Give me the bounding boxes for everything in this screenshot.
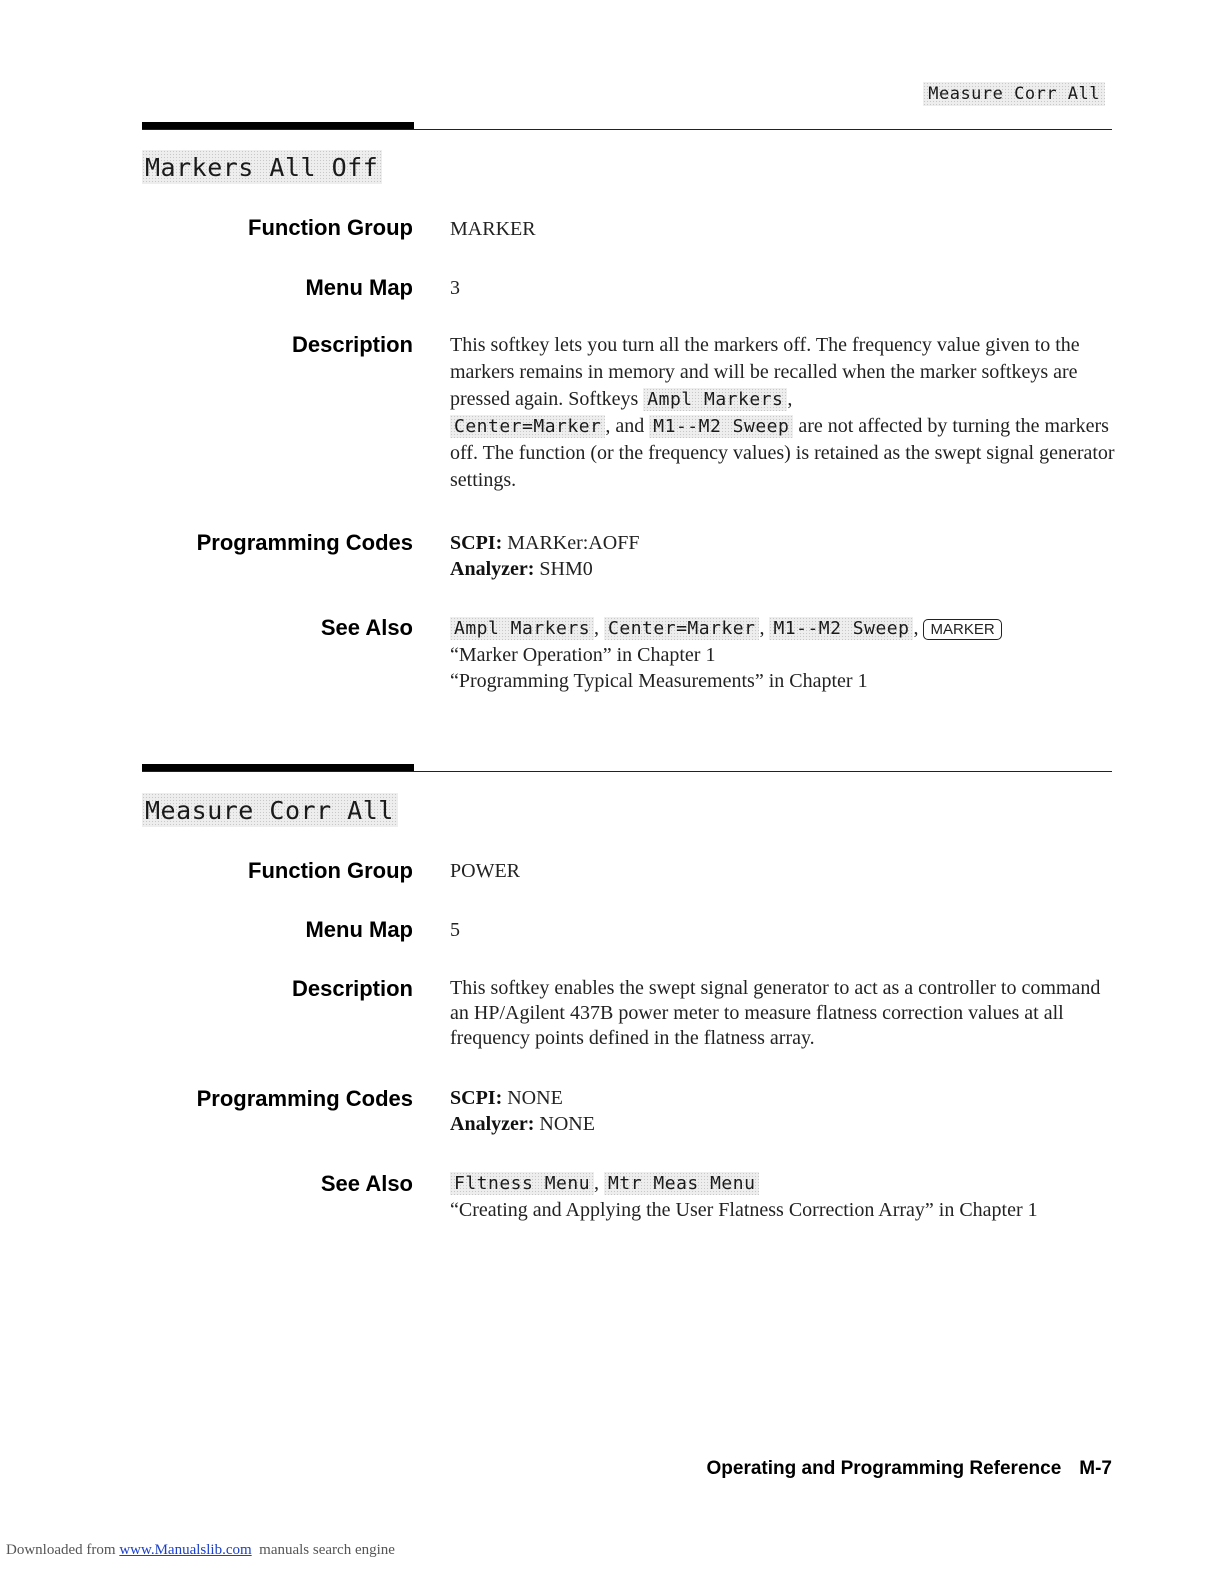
scpi-code: NONE — [507, 1087, 563, 1109]
section-divider — [142, 129, 1112, 130]
see-also-label: See Also — [320, 615, 413, 640]
section-divider — [142, 771, 1112, 772]
see-also-key-center-marker: Center=Marker — [604, 617, 759, 640]
footer-title: Operating and Programming Reference — [706, 1458, 1062, 1479]
section-title-measure-corr-all: Measure Corr All — [142, 793, 398, 827]
see-also-ref: “Marker Operation” in Chapter 1 — [450, 644, 716, 666]
description-text: This softkey enables the swept signal generator to act as a controller to command an HP/Agilent 437B power meter to measure flatness correction values at all frequency points defined in the flatness array. — [450, 977, 1101, 1049]
function-group-label: Function Group — [248, 858, 413, 883]
function-group-value: MARKER — [450, 218, 536, 240]
analyzer-code: NONE — [539, 1113, 595, 1135]
section-title-markers-all-off: Markers All Off — [142, 150, 382, 184]
description-text: This softkey lets you turn all the markers off. The frequency value given to the markers remains in memory and will be recalled when the marker softkeys are pressed again. Softkeys Ampl Markers , Center=Marker , and M1--M2 Sweep are not affected by turning the markers off. The function (or the frequency values) is retained as the swept signal generator settings. — [450, 334, 1115, 491]
download-note: Downloaded from www.Manualslib.com manuals search engine — [6, 1542, 395, 1558]
programming-codes-value: SCPI: NONE Analyzer: NONE — [450, 1087, 595, 1135]
menu-map-value: 3 — [450, 277, 460, 299]
programming-codes-label: Programming Codes — [196, 530, 413, 555]
see-also-key-mtr-meas-menu: Mtr Meas Menu — [604, 1172, 759, 1195]
softkey-ref-m1-m2-sweep: M1--M2 Sweep — [649, 415, 793, 438]
scpi-code: MARKer:AOFF — [507, 532, 640, 554]
see-also-key-ampl-markers: Ampl Markers — [450, 617, 594, 640]
page-footer — [707, 1458, 1112, 1480]
description-label: Description — [291, 332, 413, 357]
programming-codes-value: SCPI: MARKer:AOFF Analyzer: SHM0 — [450, 532, 640, 580]
see-also-ref: “Programming Typical Measurements” in Chapter 1 — [450, 670, 868, 692]
see-also-list: Fltness Menu , Mtr Meas Menu “Creating and Applying the User Flatness Correction Array” in Chapter 1 — [450, 1170, 1115, 1223]
function-group-value: POWER — [450, 860, 520, 882]
see-also-key-fltness-menu: Fltness Menu — [450, 1172, 594, 1195]
manualslib-link[interactable]: www.Manualslib.com — [119, 1542, 252, 1558]
page-number: M-7 — [1079, 1458, 1112, 1479]
running-header-key: Measure Corr All — [923, 82, 1105, 106]
softkey-ref-ampl-markers: Ampl Markers — [643, 388, 787, 411]
menu-map-value: 5 — [450, 919, 460, 941]
analyzer-code: SHM0 — [539, 558, 593, 580]
programming-codes-label: Programming Codes — [196, 1086, 413, 1111]
menu-map-label: Menu Map — [305, 275, 413, 300]
see-also-key-m1-m2-sweep: M1--M2 Sweep — [769, 617, 913, 640]
hardkey-marker: MARKER — [923, 619, 1001, 640]
see-also-ref: “Creating and Applying the User Flatness Correction Array” in Chapter 1 — [450, 1199, 1038, 1221]
see-also-list: Ampl Markers , Center=Marker , M1--M2 Sweep , MARKER “Marker Operation” in Chapter 1 “Programming Typical Measurements” in Chapter 1 — [450, 615, 1115, 694]
function-group-label: Function Group — [248, 215, 413, 240]
softkey-ref-center-marker: Center=Marker — [450, 415, 605, 438]
description-label: Description — [291, 976, 413, 1001]
see-also-label: See Also — [320, 1171, 413, 1196]
menu-map-label: Menu Map — [305, 917, 413, 942]
